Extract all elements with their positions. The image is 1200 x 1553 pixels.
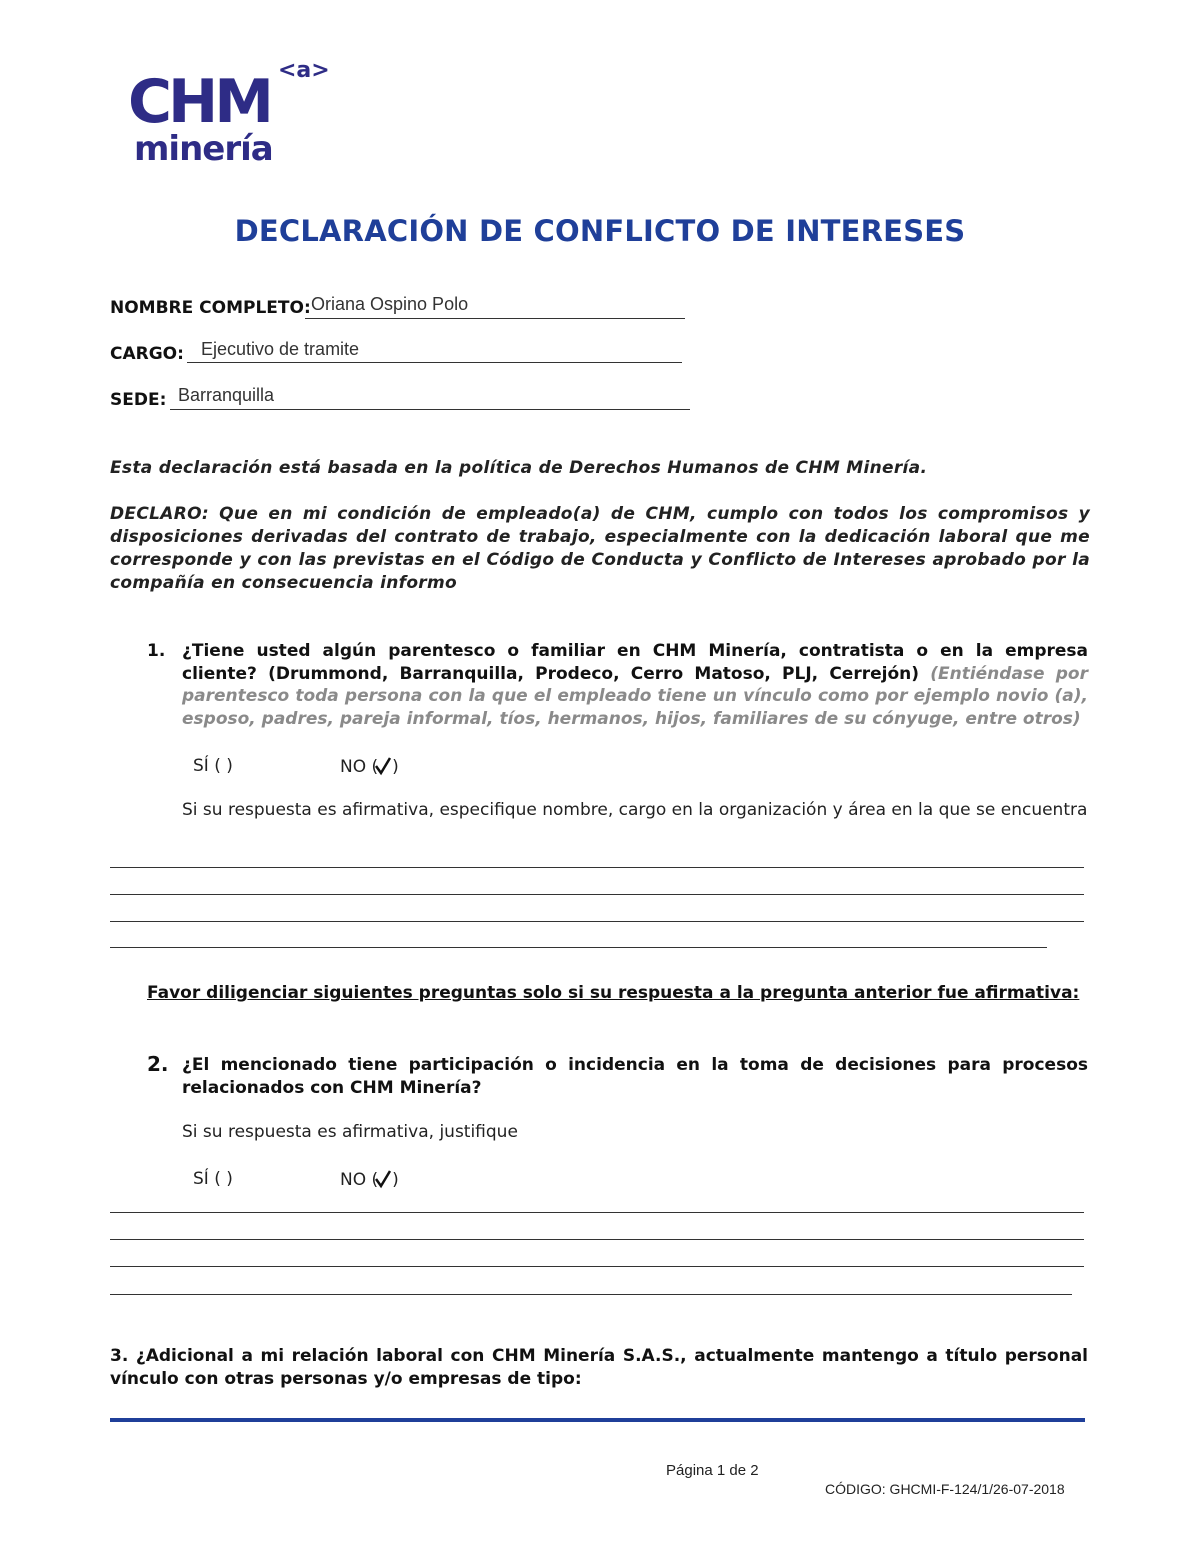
- q2-number: 2.: [147, 1052, 169, 1076]
- q1-no-option[interactable]: [340, 756, 399, 777]
- answer-line-1[interactable]: [110, 867, 1084, 868]
- answer-line-4[interactable]: [110, 947, 1047, 948]
- answer-line-2[interactable]: [110, 894, 1084, 895]
- q1-number: 1.: [147, 641, 166, 661]
- logo-badge: <a>: [278, 58, 330, 83]
- checkmark-icon: [374, 1169, 392, 1189]
- page-number: Página 1 de 2: [666, 1462, 759, 1479]
- q1-question: ¿Tiene usted algún parentesco o familiar en CHM Minería, contratista o en la empresa cliente? (Drummond, Barranquilla, Prodeco, Cerro Matoso, PLJ, Cerrejón): [182, 641, 1088, 684]
- q1-text: [182, 640, 1088, 730]
- name-label: NOMBRE COMPLETO:: [110, 298, 311, 318]
- footer-divider: [110, 1418, 1085, 1422]
- q1-follow-text: Si su respuesta es afirmativa, especifique nombre, cargo en la organización y área en la que se encuentra: [182, 800, 1088, 820]
- q1-no-close: ): [392, 757, 399, 777]
- q2-si-option[interactable]: SÍ ( ): [193, 1169, 233, 1189]
- q2-follow-text: Si su respuesta es afirmativa, justifique: [182, 1122, 518, 1142]
- q2-answer-line-2[interactable]: [110, 1239, 1084, 1240]
- answer-line-3[interactable]: [110, 921, 1084, 922]
- q1-no-label: NO (: [340, 757, 379, 777]
- cargo-label: CARGO:: [110, 344, 184, 364]
- logo-sub-text: minería: [134, 129, 273, 169]
- notice-text: Favor diligenciar siguientes preguntas solo si su respuesta a la pregunta anterior fue afirmativa:: [147, 983, 1080, 1003]
- name-value: Oriana Ospino Polo: [311, 294, 469, 314]
- q2-no-close: ): [392, 1170, 399, 1190]
- sede-label: SEDE:: [110, 390, 167, 410]
- sede-value: Barranquilla: [178, 385, 275, 405]
- q2-text: ¿El mencionado tiene participación o incidencia en la toma de decisiones para procesos relacionados con CHM Minería?: [182, 1055, 1088, 1098]
- document-code: CÓDIGO: GHCMI-F-124/1/26-07-2018: [825, 1481, 1065, 1497]
- declaro-text: DECLARO: Que en mi condición de empleado(a) de CHM, cumplo con todos los compromisos y disposiciones derivadas del contrato de trabajo, especialmente con la dedicación laboral que me corresponde y con las previstas en el Código de Conducta y Conflicto de Intereses aprobado por la compañía en consecuencia informo: [110, 504, 1090, 593]
- q2-answer-line-4[interactable]: [110, 1294, 1072, 1295]
- q3-text: 3. ¿Adicional a mi relación laboral con CHM Minería S.A.S., actualmente mantengo a título personal vínculo con otras personas y/o empresas de tipo:: [110, 1346, 1088, 1389]
- q1-note: (Entiéndase por parentesco toda persona con la que el empleado tiene un vínculo como por ejemplo novio (a), esposo, padres, pareja informal, tíos, hermanos, hijos, familiares de su cónyuge, entre otros): [182, 663, 1088, 729]
- page-title: DECLARACIÓN DE CONFLICTO DE INTERESES: [234, 214, 966, 248]
- intro-text: Esta declaración está basada en la política de Derechos Humanos de CHM Minería.: [110, 458, 928, 478]
- cargo-value: Ejecutivo de tramite: [201, 339, 360, 359]
- q2-no-label: NO (: [340, 1170, 379, 1190]
- q2-answer-line-1[interactable]: [110, 1212, 1084, 1213]
- q1-si-option[interactable]: SÍ ( ): [193, 756, 233, 776]
- company-logo: [128, 60, 328, 180]
- q2-answer-line-3[interactable]: [110, 1266, 1084, 1267]
- logo-main-text: CHM: [128, 67, 270, 137]
- checkmark-icon: [374, 756, 392, 776]
- q2-no-option[interactable]: [340, 1169, 399, 1190]
